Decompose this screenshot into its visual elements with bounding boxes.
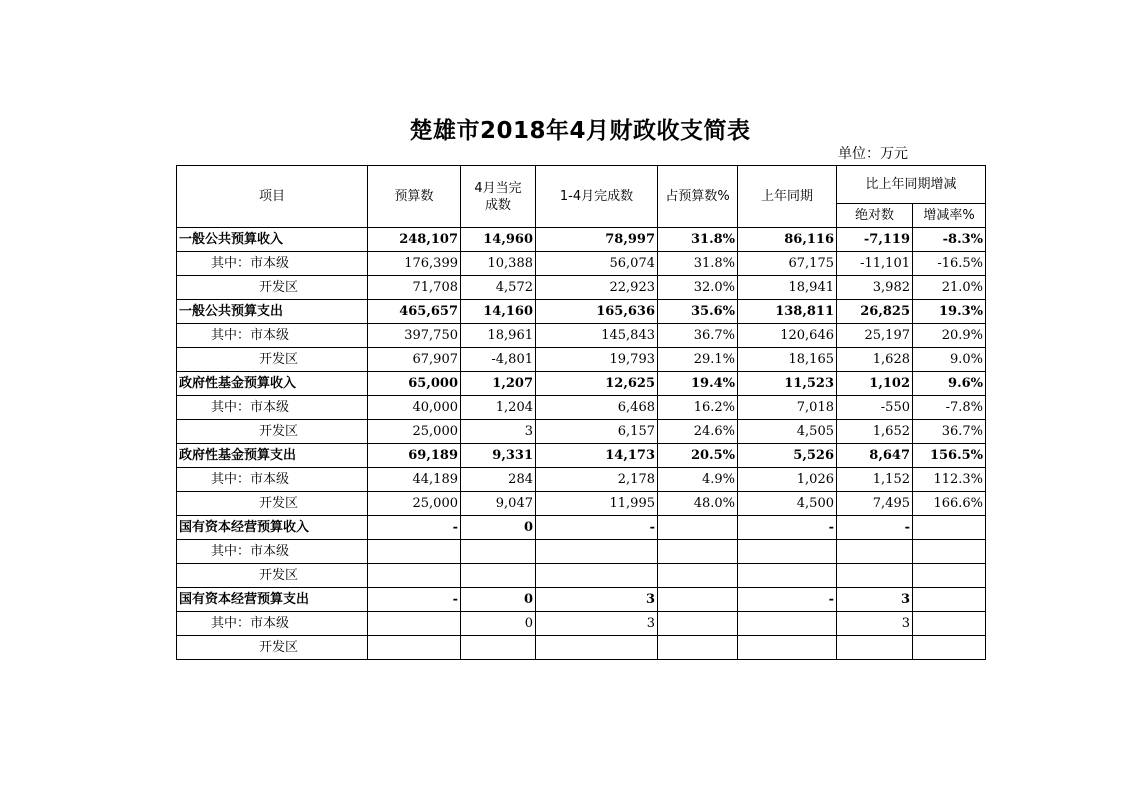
cell-last: 1,026 (738, 468, 837, 492)
row-name: 开发区 (177, 564, 368, 588)
header-budget: 预算数 (368, 166, 461, 228)
cell-ytd: 3 (536, 588, 658, 612)
cell-budget (368, 636, 461, 660)
table-row (177, 588, 986, 612)
cell-ytd: 56,074 (536, 252, 658, 276)
cell-budget: 465,657 (368, 300, 461, 324)
header-month-done (461, 166, 536, 228)
header-compare: 比上年同期增减 (837, 166, 986, 204)
cell-budget: 67,907 (368, 348, 461, 372)
cell-abs (837, 636, 913, 660)
cell-ytd: 2,178 (536, 468, 658, 492)
table-row (177, 396, 986, 420)
cell-pct: 36.7% (658, 324, 738, 348)
table-row (177, 636, 986, 660)
cell-month (461, 636, 536, 660)
cell-pct: 32.0% (658, 276, 738, 300)
cell-last (738, 564, 837, 588)
cell-abs: 1,102 (837, 372, 913, 396)
page-title: 楚雄市2018年4月财政收支简表 (409, 118, 751, 144)
cell-pct (658, 540, 738, 564)
cell-budget: 69,189 (368, 444, 461, 468)
cell-month: 14,960 (461, 228, 536, 252)
cell-rate (913, 636, 986, 660)
cell-month: 3 (461, 420, 536, 444)
cell-pct: 29.1% (658, 348, 738, 372)
cell-budget (368, 564, 461, 588)
table-row (177, 492, 986, 516)
cell-last: 11,523 (738, 372, 837, 396)
cell-last: 7,018 (738, 396, 837, 420)
table-row (177, 516, 986, 540)
cell-abs: - (837, 516, 913, 540)
cell-month: 4,572 (461, 276, 536, 300)
cell-last (738, 636, 837, 660)
cell-ytd: - (536, 516, 658, 540)
row-name: 政府性基金预算支出 (177, 444, 368, 468)
table-row (177, 300, 986, 324)
cell-month: 0 (461, 588, 536, 612)
cell-ytd: 11,995 (536, 492, 658, 516)
cell-ytd (536, 540, 658, 564)
cell-abs: 7,495 (837, 492, 913, 516)
cell-rate: 156.5% (913, 444, 986, 468)
row-name: 国有资本经营预算收入 (177, 516, 368, 540)
cell-abs: 3,982 (837, 276, 913, 300)
cell-budget (368, 540, 461, 564)
cell-ytd (536, 636, 658, 660)
cell-last: 120,646 (738, 324, 837, 348)
cell-budget (368, 612, 461, 636)
header-item: 项目 (177, 166, 368, 228)
row-name: 国有资本经营预算支出 (177, 588, 368, 612)
cell-pct (658, 564, 738, 588)
cell-ytd: 3 (536, 612, 658, 636)
table-row (177, 372, 986, 396)
row-name: 其中：市本级 (177, 540, 368, 564)
cell-pct (658, 636, 738, 660)
table-row (177, 540, 986, 564)
cell-rate: 20.9% (913, 324, 986, 348)
cell-rate (913, 612, 986, 636)
cell-pct (658, 516, 738, 540)
cell-budget: 40,000 (368, 396, 461, 420)
row-name: 一般公共预算收入 (177, 228, 368, 252)
cell-abs: -7,119 (837, 228, 913, 252)
row-name: 开发区 (177, 348, 368, 372)
row-name: 其中：市本级 (177, 396, 368, 420)
cell-last: 5,526 (738, 444, 837, 468)
cell-pct (658, 588, 738, 612)
row-name: 开发区 (177, 420, 368, 444)
cell-abs: 26,825 (837, 300, 913, 324)
header-pct-budget: 占预算数% (658, 166, 738, 228)
table-row (177, 324, 986, 348)
cell-month: 14,160 (461, 300, 536, 324)
row-name: 其中：市本级 (177, 252, 368, 276)
cell-rate (913, 540, 986, 564)
cell-month: 284 (461, 468, 536, 492)
cell-budget: 65,000 (368, 372, 461, 396)
cell-budget: 71,708 (368, 276, 461, 300)
cell-ytd: 6,468 (536, 396, 658, 420)
table-row (177, 468, 986, 492)
cell-pct: 31.8% (658, 228, 738, 252)
cell-abs: 1,628 (837, 348, 913, 372)
cell-abs: -11,101 (837, 252, 913, 276)
cell-rate: -7.8% (913, 396, 986, 420)
cell-abs: -550 (837, 396, 913, 420)
cell-rate (913, 516, 986, 540)
cell-abs: 25,197 (837, 324, 913, 348)
cell-budget: - (368, 588, 461, 612)
table-row (177, 564, 986, 588)
row-name: 其中：市本级 (177, 324, 368, 348)
cell-last: - (738, 516, 837, 540)
table-row (177, 228, 986, 252)
cell-pct: 35.6% (658, 300, 738, 324)
cell-rate: 9.0% (913, 348, 986, 372)
cell-ytd: 165,636 (536, 300, 658, 324)
header-month-done-line1: 4月当完 (474, 180, 522, 196)
cell-month (461, 540, 536, 564)
header-row (177, 166, 986, 204)
cell-last: 86,116 (738, 228, 837, 252)
row-name: 开发区 (177, 276, 368, 300)
cell-rate (913, 588, 986, 612)
header-absolute: 绝对数 (837, 204, 913, 228)
unit-label: 单位：万元 (838, 146, 908, 162)
cell-budget: - (368, 516, 461, 540)
cell-month: 10,388 (461, 252, 536, 276)
cell-rate: 19.3% (913, 300, 986, 324)
cell-pct (658, 612, 738, 636)
cell-rate: 112.3% (913, 468, 986, 492)
cell-month: 9,047 (461, 492, 536, 516)
cell-pct: 31.8% (658, 252, 738, 276)
table-row (177, 444, 986, 468)
row-name: 一般公共预算支出 (177, 300, 368, 324)
cell-rate: 9.6% (913, 372, 986, 396)
cell-last (738, 540, 837, 564)
cell-rate: -8.3% (913, 228, 986, 252)
cell-last: 4,505 (738, 420, 837, 444)
cell-month: 0 (461, 612, 536, 636)
cell-pct: 48.0% (658, 492, 738, 516)
cell-budget: 248,107 (368, 228, 461, 252)
cell-last (738, 612, 837, 636)
cell-rate: 21.0% (913, 276, 986, 300)
cell-abs (837, 540, 913, 564)
header-ytd-done: 1-4月完成数 (536, 166, 658, 228)
cell-budget: 397,750 (368, 324, 461, 348)
cell-ytd: 22,923 (536, 276, 658, 300)
header-month-done-line2: 成数 (484, 197, 511, 213)
cell-ytd: 145,843 (536, 324, 658, 348)
row-name: 政府性基金预算收入 (177, 372, 368, 396)
cell-last: 4,500 (738, 492, 837, 516)
cell-pct: 4.9% (658, 468, 738, 492)
cell-month: -4,801 (461, 348, 536, 372)
row-name: 其中：市本级 (177, 468, 368, 492)
cell-rate: 36.7% (913, 420, 986, 444)
header-rate: 增减率% (913, 204, 986, 228)
cell-abs (837, 564, 913, 588)
cell-month: 0 (461, 516, 536, 540)
cell-month (461, 564, 536, 588)
header-last-year: 上年同期 (738, 166, 837, 228)
cell-abs: 3 (837, 612, 913, 636)
cell-month: 1,204 (461, 396, 536, 420)
table-row (177, 252, 986, 276)
row-name: 其中：市本级 (177, 612, 368, 636)
cell-last: - (738, 588, 837, 612)
cell-pct: 24.6% (658, 420, 738, 444)
cell-pct: 16.2% (658, 396, 738, 420)
cell-pct: 19.4% (658, 372, 738, 396)
row-name: 开发区 (177, 492, 368, 516)
cell-budget: 44,189 (368, 468, 461, 492)
cell-abs: 1,652 (837, 420, 913, 444)
cell-abs: 3 (837, 588, 913, 612)
cell-month: 18,961 (461, 324, 536, 348)
cell-ytd (536, 564, 658, 588)
cell-rate: 166.6% (913, 492, 986, 516)
cell-ytd: 6,157 (536, 420, 658, 444)
table-row (177, 612, 986, 636)
cell-ytd: 14,173 (536, 444, 658, 468)
cell-abs: 8,647 (837, 444, 913, 468)
cell-budget: 25,000 (368, 492, 461, 516)
cell-pct: 20.5% (658, 444, 738, 468)
cell-budget: 176,399 (368, 252, 461, 276)
cell-ytd: 78,997 (536, 228, 658, 252)
cell-month: 9,331 (461, 444, 536, 468)
row-name: 开发区 (177, 636, 368, 660)
cell-month: 1,207 (461, 372, 536, 396)
cell-last: 67,175 (738, 252, 837, 276)
table-row (177, 420, 986, 444)
cell-ytd: 19,793 (536, 348, 658, 372)
table-row (177, 348, 986, 372)
cell-last: 18,941 (738, 276, 837, 300)
cell-last: 138,811 (738, 300, 837, 324)
cell-ytd: 12,625 (536, 372, 658, 396)
cell-last: 18,165 (738, 348, 837, 372)
cell-budget: 25,000 (368, 420, 461, 444)
cell-rate (913, 564, 986, 588)
cell-abs: 1,152 (837, 468, 913, 492)
table-row (177, 276, 986, 300)
finance-table (176, 165, 986, 660)
cell-rate: -16.5% (913, 252, 986, 276)
